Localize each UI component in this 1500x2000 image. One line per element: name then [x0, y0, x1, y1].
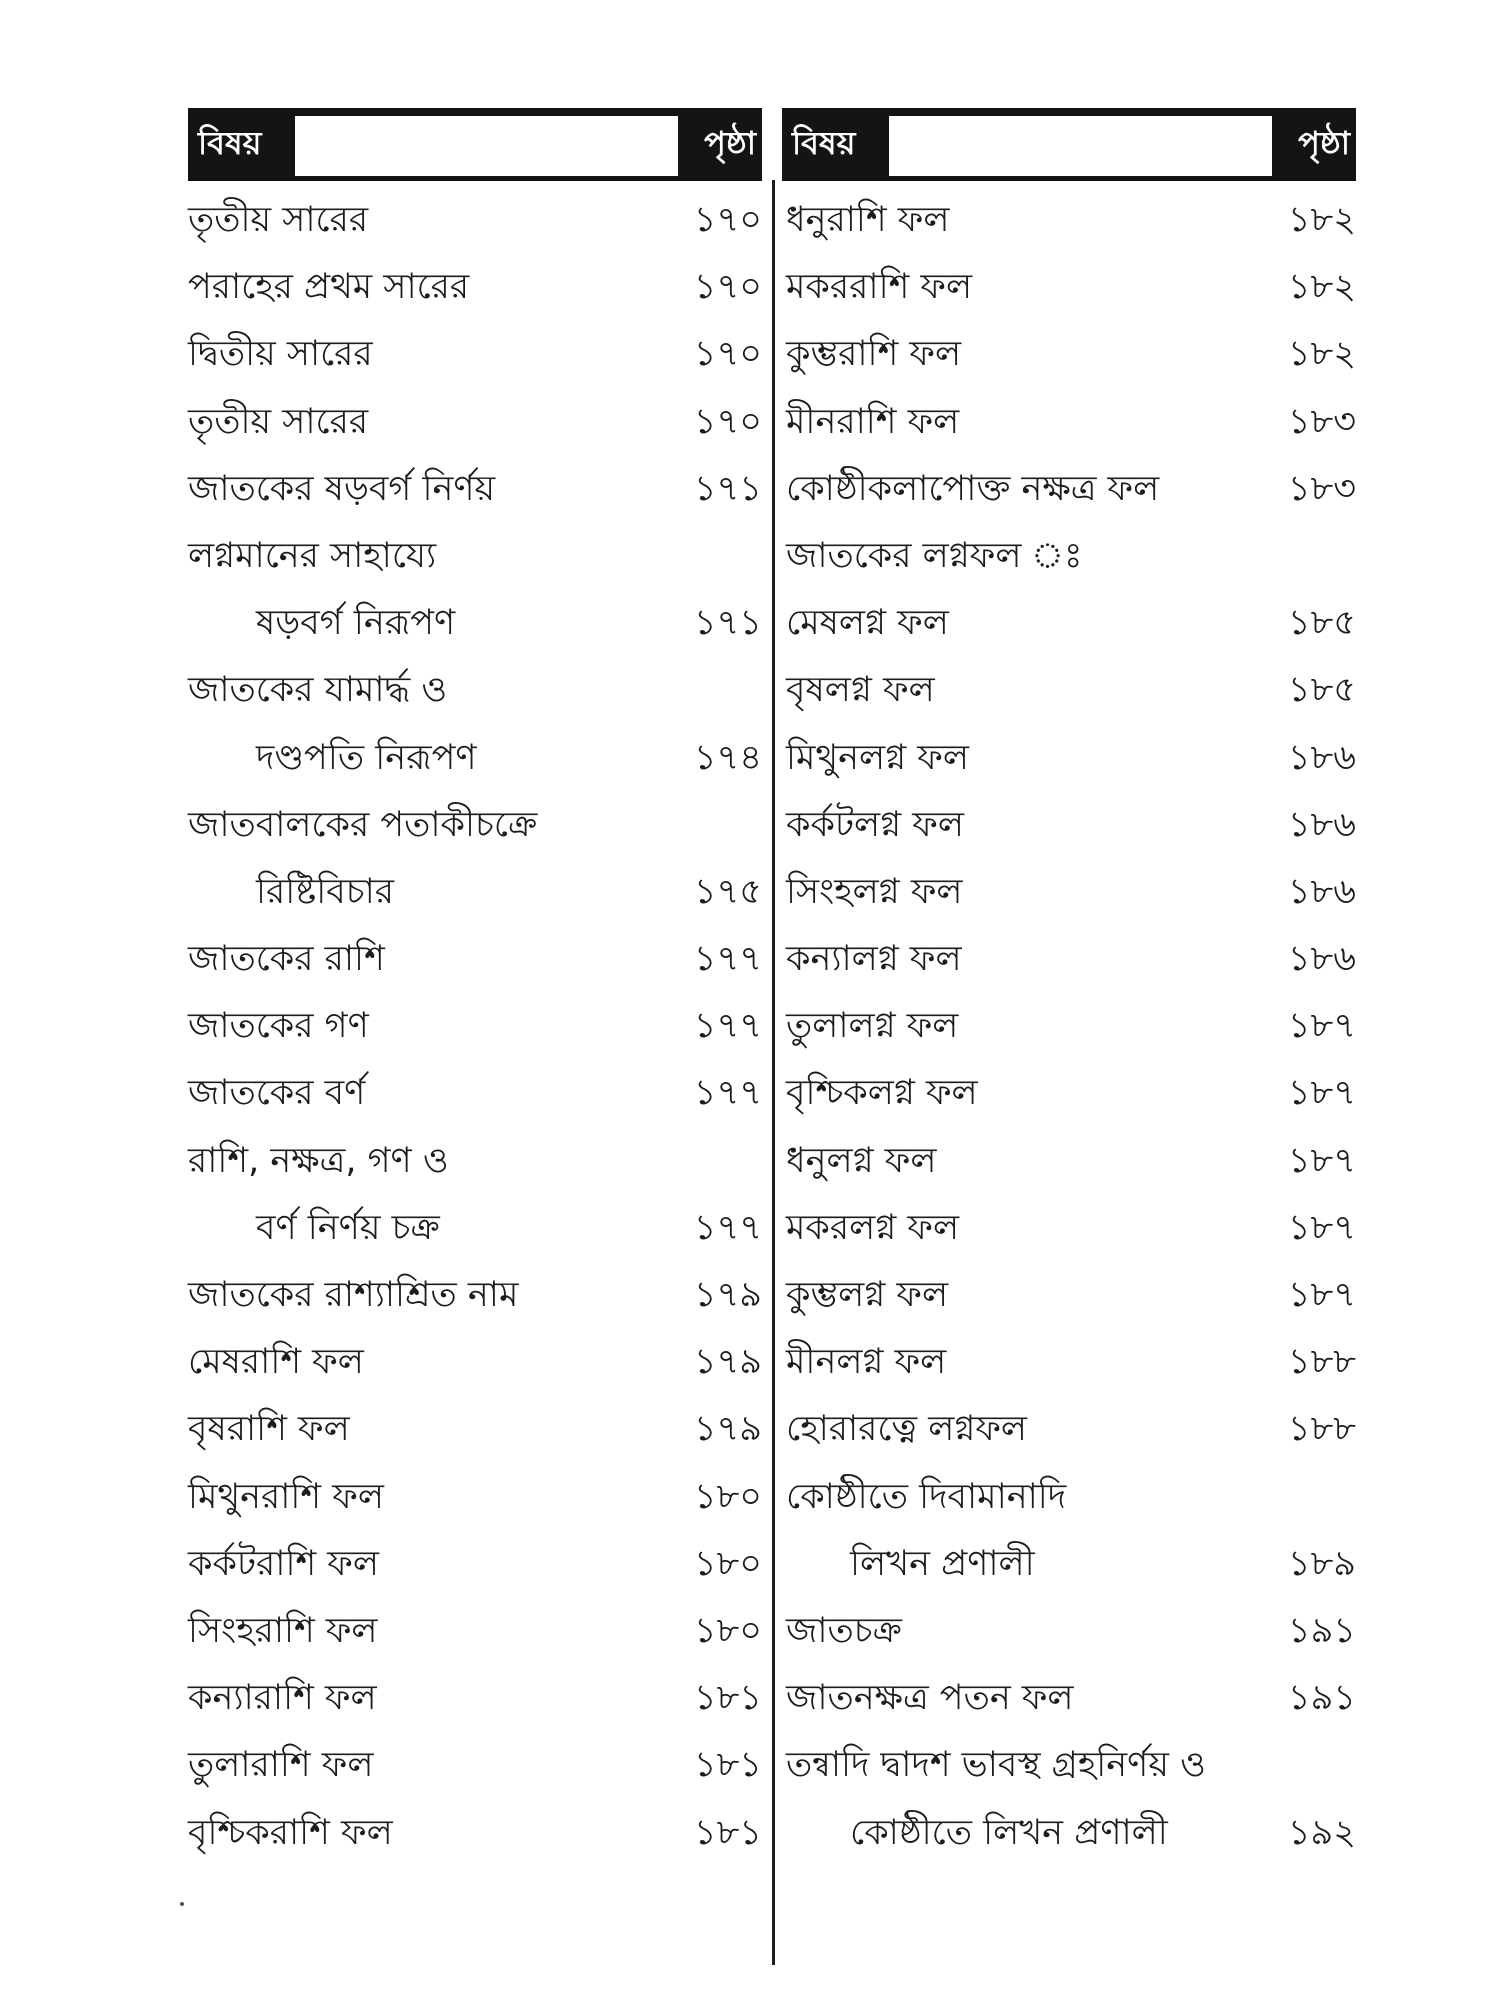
toc-entry-page: ১৮৫: [1287, 670, 1356, 711]
toc-entry: [782, 1732, 1356, 1799]
toc-entry: [188, 725, 762, 792]
toc-entry-title: জাতকের গণ: [188, 1006, 369, 1047]
toc-entry: [782, 1598, 1356, 1665]
toc-entry-page: ১৮৭: [1287, 1207, 1356, 1248]
toc-entry: [188, 1128, 762, 1195]
toc-entry: [782, 993, 1356, 1060]
toc-entry-page: ১৮৩: [1287, 468, 1356, 509]
toc-entry: [782, 1800, 1356, 1867]
toc-entry: [782, 1396, 1356, 1463]
toc-entry: [188, 657, 762, 724]
toc-entry-page: ১৮৬: [1287, 804, 1356, 845]
toc-entry-title: বৃশ্চিকরাশি ফল: [188, 1812, 393, 1853]
toc-entry: [188, 523, 762, 590]
toc-entry-title: মকরলগ্ন ফল: [786, 1207, 960, 1248]
toc-entry-title: বৃষরাশি ফল: [188, 1409, 350, 1450]
toc-entry: [188, 1464, 762, 1531]
toc-entry: [782, 389, 1356, 456]
header-subject-label: বিষয়: [792, 124, 856, 162]
toc-entry: [782, 725, 1356, 792]
toc-entry-title: মিথুনরাশি ফল: [188, 1476, 384, 1517]
toc-entry: [782, 523, 1356, 590]
toc-entry: [188, 1531, 762, 1598]
toc-entry-title: দ্বিতীয় সারের: [188, 334, 373, 375]
stray-dot: [180, 1902, 184, 1906]
toc-entry: [188, 1665, 762, 1732]
toc-entry-page: ১৮০: [693, 1543, 762, 1584]
toc-entry-title: মীনরাশি ফল: [786, 401, 960, 442]
toc-entry-title: কুম্ভরাশি ফল: [786, 334, 962, 375]
toc-entry: [782, 1531, 1356, 1598]
toc-entry: [782, 254, 1356, 321]
toc-entry-title: মীনলগ্ন ফল: [786, 1342, 947, 1383]
toc-entry-title: দণ্ডপতি নিরূপণ: [256, 737, 477, 778]
toc-entry: [188, 792, 762, 859]
toc-entry-title: পরাহের প্রথম সারের: [188, 267, 470, 308]
toc-entry-title: লগ্নমানের সাহায্যে: [188, 535, 437, 576]
toc-entry-title: কোষ্ঠীতে লিখন প্রণালী: [850, 1812, 1168, 1853]
toc-entry-page: ১৮০: [693, 1610, 762, 1651]
toc-entry-title: তন্বাদি দ্বাদশ ভাবস্থ গ্রহনির্ণয় ও: [786, 1745, 1206, 1786]
toc-entry-page: ১৭১: [693, 603, 762, 644]
toc-list-right: [782, 187, 1356, 1867]
toc-entry-title: কন্যারাশি ফল: [188, 1678, 377, 1719]
toc-header-right: [782, 108, 1356, 181]
toc-entry-title: বৃষলগ্ন ফল: [786, 670, 935, 711]
toc-entry-page: ১৮২: [1287, 200, 1356, 240]
toc-entry-page: ১৮৬: [1287, 737, 1356, 778]
toc-entry-title: মকররাশি ফল: [786, 267, 973, 308]
toc-entry-page: ১৮০: [693, 1476, 762, 1517]
toc-entry-page: ১৮৫: [1287, 603, 1356, 644]
toc-entry-title: সিংহলগ্ন ফল: [786, 871, 963, 912]
toc-entry-title: হোরারত্নে লগ্নফল: [786, 1409, 1028, 1450]
toc-entry: [188, 1060, 762, 1127]
toc-entry: [782, 657, 1356, 724]
toc-entry-page: ১৭০: [693, 334, 762, 375]
toc-entry: [782, 1060, 1356, 1127]
toc-entry-page: ১৮৭: [1287, 1140, 1356, 1181]
toc-entry: [188, 1262, 762, 1329]
toc-entry-title: জাতনক্ষত্র পতন ফল: [786, 1678, 1074, 1719]
toc-entry-page: ১৭০: [693, 200, 762, 240]
toc-entry-page: ১৭৫: [693, 871, 762, 912]
toc-entry: [782, 859, 1356, 926]
toc-entry-page: ১৮৭: [1287, 1275, 1356, 1315]
toc-entry-page: ১৮২: [1287, 334, 1356, 375]
toc-entry-page: ১৭৯: [693, 1409, 762, 1450]
toc-entry-title: জাতকের লগ্নফল ঃ: [786, 535, 1083, 576]
toc-entry-title: জাতকের ষড়বর্গ নির্ণয়: [188, 468, 496, 509]
toc-entry-title: কুম্ভলগ্ন ফল: [786, 1275, 949, 1315]
toc-entry: [188, 1800, 762, 1867]
toc-entry-page: ১৯২: [1287, 1812, 1356, 1853]
toc-entry-page: ১৮৯: [1287, 1543, 1356, 1584]
toc-entry: [782, 1195, 1356, 1262]
toc-entry-page: ১৮৬: [1287, 939, 1356, 980]
toc-entry-title: কোষ্ঠীতে দিবামানাদি: [786, 1476, 1067, 1517]
toc-entry-title: কোষ্ঠীকলাপোক্ত নক্ষত্র ফল: [786, 468, 1160, 509]
toc-entry: [188, 1329, 762, 1396]
toc-entry: [188, 321, 762, 388]
toc-entry: [188, 1732, 762, 1799]
toc-entry-title: মিথুনলগ্ন ফল: [786, 737, 969, 778]
toc-entry-title: কর্কটলগ্ন ফল: [786, 804, 964, 845]
toc-entry-page: ১৭৭: [693, 939, 762, 980]
toc-entry-title: সিংহরাশি ফল: [188, 1610, 378, 1651]
toc-column-right: [782, 108, 1356, 1861]
toc-entry-title: জাতচক্র: [786, 1610, 902, 1651]
toc-entry: [188, 456, 762, 523]
toc-entry: [782, 1464, 1356, 1531]
header-blank-box: [889, 116, 1272, 176]
toc-entry-page: ১৮৬: [1287, 871, 1356, 912]
toc-entry: [188, 1396, 762, 1463]
toc-entry-title: মেষরাশি ফল: [188, 1342, 364, 1383]
toc-entry-title: তৃতীয় সারের: [188, 200, 369, 240]
toc-entry-page: ১৭৯: [693, 1342, 762, 1383]
toc-entry-title: তুলারাশি ফল: [188, 1745, 374, 1786]
toc-list-left: [188, 187, 762, 1867]
toc-entry-page: ১৭৭: [693, 1006, 762, 1047]
toc-entry-title: ধনুলগ্ন ফল: [786, 1140, 937, 1181]
toc-entry: [782, 926, 1356, 993]
toc-entry: [188, 1598, 762, 1665]
toc-entry-page: ১৭৯: [693, 1275, 762, 1315]
toc-entry-page: ১৮৮: [1287, 1409, 1356, 1450]
toc-entry: [188, 389, 762, 456]
toc-entry: [188, 254, 762, 321]
toc-entry-title: বৃশ্চিকলগ্ন ফল: [786, 1073, 978, 1114]
toc-entry-page: ১৮১: [693, 1812, 762, 1853]
toc-entry: [188, 187, 762, 254]
toc-entry: [782, 187, 1356, 254]
toc-entry-page: ১৮৩: [1287, 401, 1356, 442]
toc-column-left: [188, 108, 762, 1861]
toc-entry-page: ১৯১: [1287, 1610, 1356, 1651]
toc-entry-title: জাতকের রাশ্যাশ্রিত নাম: [188, 1275, 519, 1315]
toc-entry-title: লিখন প্রণালী: [850, 1543, 1035, 1584]
toc-entry: [782, 1665, 1356, 1732]
toc-entry-page: ১৭১: [693, 468, 762, 509]
toc-entry: [782, 1262, 1356, 1329]
toc-entry-page: ১৮৮: [1287, 1342, 1356, 1383]
toc-entry: [188, 993, 762, 1060]
header-blank-box: [295, 116, 678, 176]
toc-entry-page: ১৭৪: [693, 737, 762, 778]
toc-entry-page: ১৭০: [693, 401, 762, 442]
toc-entry: [782, 1329, 1356, 1396]
toc-entry-title: বর্ণ নির্ণয় চক্র: [256, 1207, 440, 1248]
toc-entry-title: জাতকের রাশি: [188, 939, 385, 980]
toc-entry-page: ১৯১: [1287, 1678, 1356, 1719]
toc-entry: [782, 1128, 1356, 1195]
toc-header-left: [188, 108, 762, 181]
toc-entry: [782, 792, 1356, 859]
toc-entry-page: ১৮১: [693, 1678, 762, 1719]
toc-entry: [188, 590, 762, 657]
toc-entry-page: ১৮৭: [1287, 1073, 1356, 1114]
toc-entry: [782, 321, 1356, 388]
toc-entry-title: তৃতীয় সারের: [188, 401, 369, 442]
toc-entry-page: ১৭০: [693, 267, 762, 308]
toc-entry-title: রাশি, নক্ষত্র, গণ ও: [188, 1140, 449, 1181]
toc-entry-title: কন্যালগ্ন ফল: [786, 939, 962, 980]
toc-entry-title: জাতবালকের পতাকীচক্রে: [188, 804, 538, 845]
toc-entry: [188, 859, 762, 926]
toc-entry: [782, 590, 1356, 657]
header-page-label: পৃষ্ঠা: [704, 124, 756, 162]
toc-entry-title: ষড়বর্গ নিরূপণ: [256, 603, 456, 644]
toc-entry: [782, 456, 1356, 523]
toc-entry-page: ১৮২: [1287, 267, 1356, 308]
header-page-label: পৃষ্ঠা: [1298, 124, 1350, 162]
toc-entry: [188, 926, 762, 993]
toc-entry-title: জাতকের বর্ণ: [188, 1073, 366, 1114]
toc-entry-page: ১৮১: [693, 1745, 762, 1786]
toc-entry-title: ধনুরাশি ফল: [786, 200, 950, 240]
toc-entry-page: ১৮৭: [1287, 1006, 1356, 1047]
toc-entry-title: কর্কটরাশি ফল: [188, 1543, 379, 1584]
toc-entry-page: ১৭৭: [693, 1207, 762, 1248]
toc-entry-title: রিষ্টিবিচার: [256, 871, 395, 912]
header-subject-label: বিষয়: [198, 124, 262, 162]
toc-entry: [188, 1195, 762, 1262]
toc-entry-title: জাতকের যামার্দ্ধ ও: [188, 670, 448, 711]
toc-entry-page: ১৭৭: [693, 1073, 762, 1114]
toc-entry-title: তুলালগ্ন ফল: [786, 1006, 959, 1047]
toc-entry-title: মেষলগ্ন ফল: [786, 603, 949, 644]
